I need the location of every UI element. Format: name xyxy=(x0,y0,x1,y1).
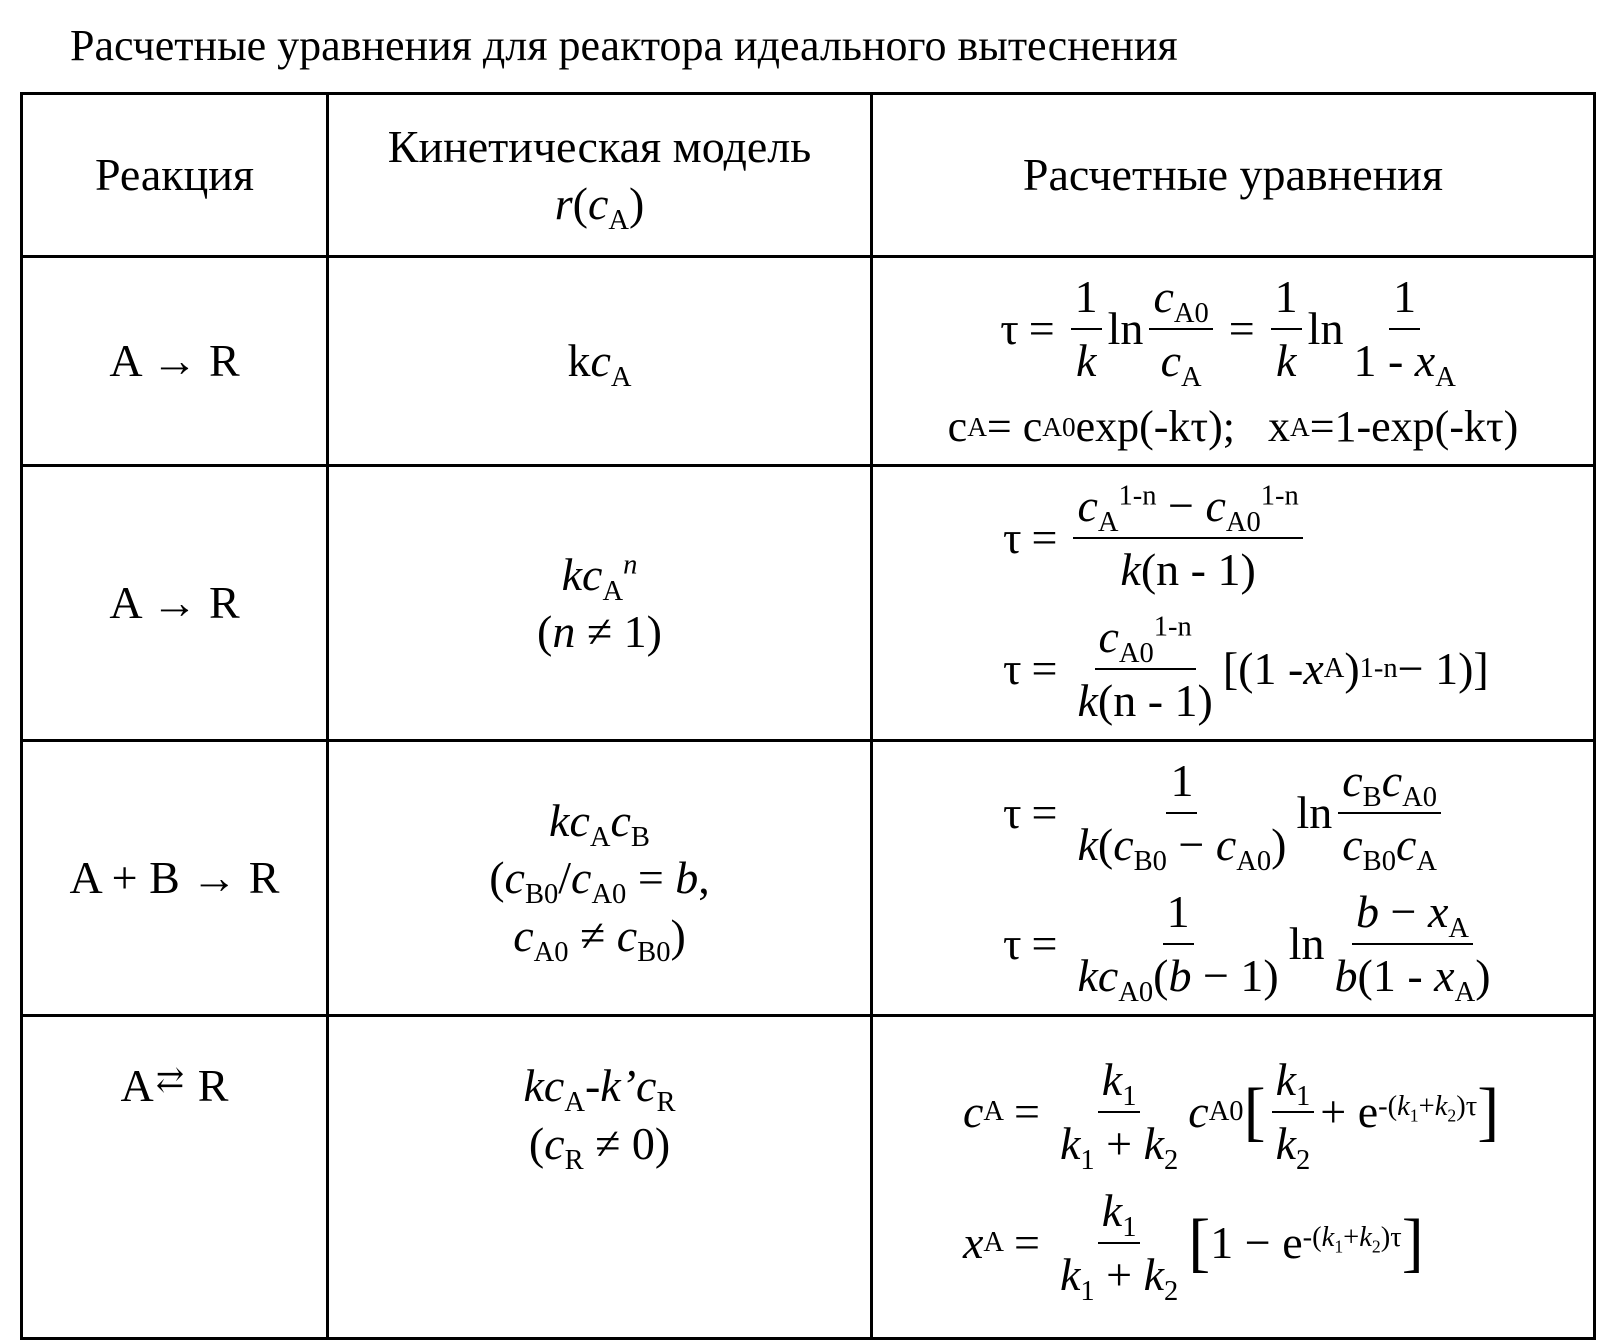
table-row xyxy=(22,466,1595,741)
header-equations-label: Расчетные уравнения xyxy=(1022,149,1444,201)
equilibrium-arrow-icon: ⇄ xyxy=(155,1062,185,1099)
equation-2: c A = c A0 exp(-kτ); x A =1-exp(-kτ) xyxy=(947,402,1519,451)
equations-table xyxy=(20,92,1596,1340)
table-row xyxy=(22,257,1595,466)
model-expr: $kc_A^n$ xyxy=(561,548,638,607)
header-reaction xyxy=(22,94,328,257)
header-kinetic-model-label: Кинетическая модель xyxy=(387,120,812,172)
equation-2: τ = $\frac{1}{kc_{A0}(b - 1)}$ ln $\frac{b - x_A}{b(1 - x_A)}$ xyxy=(873,883,1593,1004)
header-kinetic-model xyxy=(328,94,872,257)
model-cell: $kc_A$ xyxy=(328,257,872,466)
table-row xyxy=(22,741,1595,1016)
equation-1: τ = $\frac{1}{k(c_{B0} - c_{A0})}$ ln $\frac{c_Bc_{A0}}{c_{B0}c_A}$ xyxy=(873,752,1593,873)
equation-1: τ = $\frac{1}{k}$ ln $\frac{c_{A0}}{c_A}$ = $\frac{1}{k}$ ln $\frac{1}{1 - x_A}$ xyxy=(873,268,1593,389)
page-title: Расчетные уравнения для реактора идеального вытеснения xyxy=(70,21,1178,70)
equation-1: τ = $\frac{c_A^{1-n} - c_{A0}^{1-n}}{k(n - 1)}$ xyxy=(873,477,1593,598)
reaction-text: A + B → R xyxy=(69,852,280,904)
model-note: ($c_{B0}/c_{A0} = b$, xyxy=(489,852,710,911)
model-note: $(c_R \ne 0)$ xyxy=(528,1117,671,1176)
reaction-cell xyxy=(22,466,328,741)
model-note-2: $c_{A0} \ne c_{B0}$) xyxy=(513,909,686,968)
header-kinetic-model-expr: $r(c_A)$ xyxy=(554,178,645,237)
header-equations xyxy=(872,94,1595,257)
model-cell xyxy=(328,741,872,1016)
model-note: (n ≠ 1) xyxy=(537,606,662,657)
equations-cell xyxy=(872,741,1595,1016)
model-expr: $kc_Ac_B$ xyxy=(549,794,650,853)
table-row xyxy=(22,1016,1595,1339)
equations-cell xyxy=(872,1016,1595,1339)
equations-cell xyxy=(872,257,1595,466)
equation-2: τ = $\frac{c_{A0}^{1-n}}{k(n - 1)}$ [(1 - x A ) 1-n − 1)] xyxy=(873,608,1593,729)
equation-2: x A = $\frac{k_1}{k_1 + k_2}$ [ 1 − e $-(k_1+k_2)\tau$ ] xyxy=(873,1182,1593,1303)
model-cell xyxy=(328,1016,872,1339)
model-expr: $kc_A-k’c_R$ xyxy=(523,1060,676,1119)
equations-cell xyxy=(872,466,1595,741)
reaction-text: A → R xyxy=(109,577,240,629)
model-cell xyxy=(328,466,872,741)
reaction-cell: A⇄ R xyxy=(22,1016,328,1339)
reaction-cell xyxy=(22,741,328,1016)
equation-1: c A = $\frac{k_1}{k_1 + k_2}$ c A0 [ $\frac{k_1}{k_2}$ + e $-(k_1+k_2)\tau$ ] xyxy=(873,1051,1593,1172)
reaction-text: A → R xyxy=(109,335,240,387)
header-reaction-label: Реакция xyxy=(94,149,255,201)
reaction-cell xyxy=(22,257,328,466)
header-row xyxy=(22,94,1595,257)
